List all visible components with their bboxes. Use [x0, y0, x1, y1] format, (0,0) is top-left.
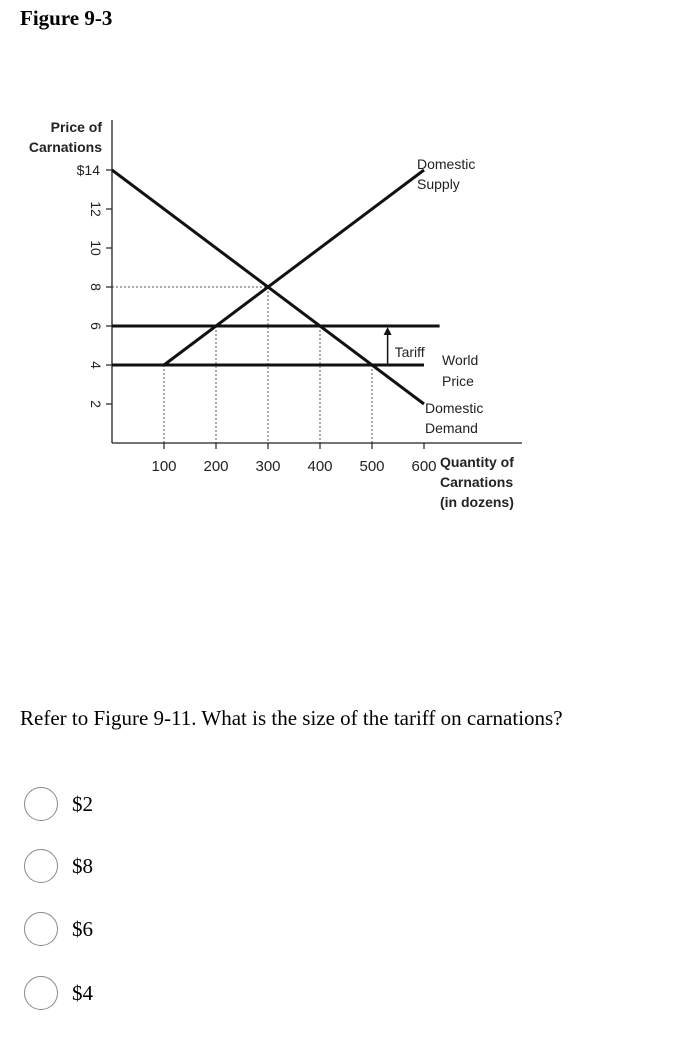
x-tick-label-500: 500	[359, 458, 385, 475]
y-tick-label-6: 6	[88, 322, 104, 330]
answer-option-1[interactable]	[24, 787, 93, 821]
domestic-demand-label: Demand	[425, 420, 478, 436]
x-tick-label-100: 100	[151, 458, 177, 475]
y-tick-label-2: 2	[88, 400, 104, 408]
answer-option-3[interactable]	[24, 912, 93, 946]
option-label: $8	[72, 853, 93, 878]
x-axis-title-line: Carnations	[440, 474, 514, 490]
domestic-demand-label: Domestic	[425, 400, 484, 416]
question-text: Refer to Figure 9-11. What is the size of the tariff on carnations?	[20, 706, 563, 730]
radio-button[interactable]	[24, 912, 58, 946]
tariff-arrow-head	[384, 327, 392, 335]
y-tick-label-14: $14	[76, 162, 100, 178]
x-axis-title-line: (in dozens)	[440, 494, 514, 510]
option-label: $2	[72, 791, 93, 816]
tariff-chart	[0, 100, 560, 540]
x-tick-label-600: 600	[411, 458, 437, 475]
radio-button[interactable]	[24, 787, 58, 821]
y-tick-label-12: 12	[88, 201, 104, 217]
radio-button[interactable]	[24, 849, 58, 883]
x-tick-label-400: 400	[307, 458, 333, 475]
domestic-supply-label: Domestic	[417, 156, 476, 172]
y-axis-title-line: Carnations	[28, 139, 102, 155]
x-tick-label-300: 300	[255, 458, 281, 475]
series-line-domestic-supply	[164, 170, 424, 365]
y-axis-title-line: Price of	[50, 119, 102, 135]
x-tick-label-200: 200	[203, 458, 229, 475]
world-price-label: World	[442, 352, 479, 368]
option-label: $4	[72, 980, 93, 1005]
tariff-label: Tariff	[394, 344, 425, 360]
y-tick-label-4: 4	[88, 361, 104, 369]
y-tick-label-8: 8	[88, 283, 104, 291]
x-axis-title-line: Quantity of	[440, 454, 514, 470]
answer-option-2[interactable]	[24, 849, 93, 883]
y-tick-label-10: 10	[88, 240, 104, 256]
option-label: $6	[72, 916, 93, 941]
domestic-supply-label: Supply	[417, 176, 460, 192]
figure-title: Figure 9-3	[20, 6, 113, 30]
answer-option-4[interactable]	[24, 976, 93, 1010]
world-price-label: Price	[442, 373, 474, 389]
radio-button[interactable]	[24, 976, 58, 1010]
